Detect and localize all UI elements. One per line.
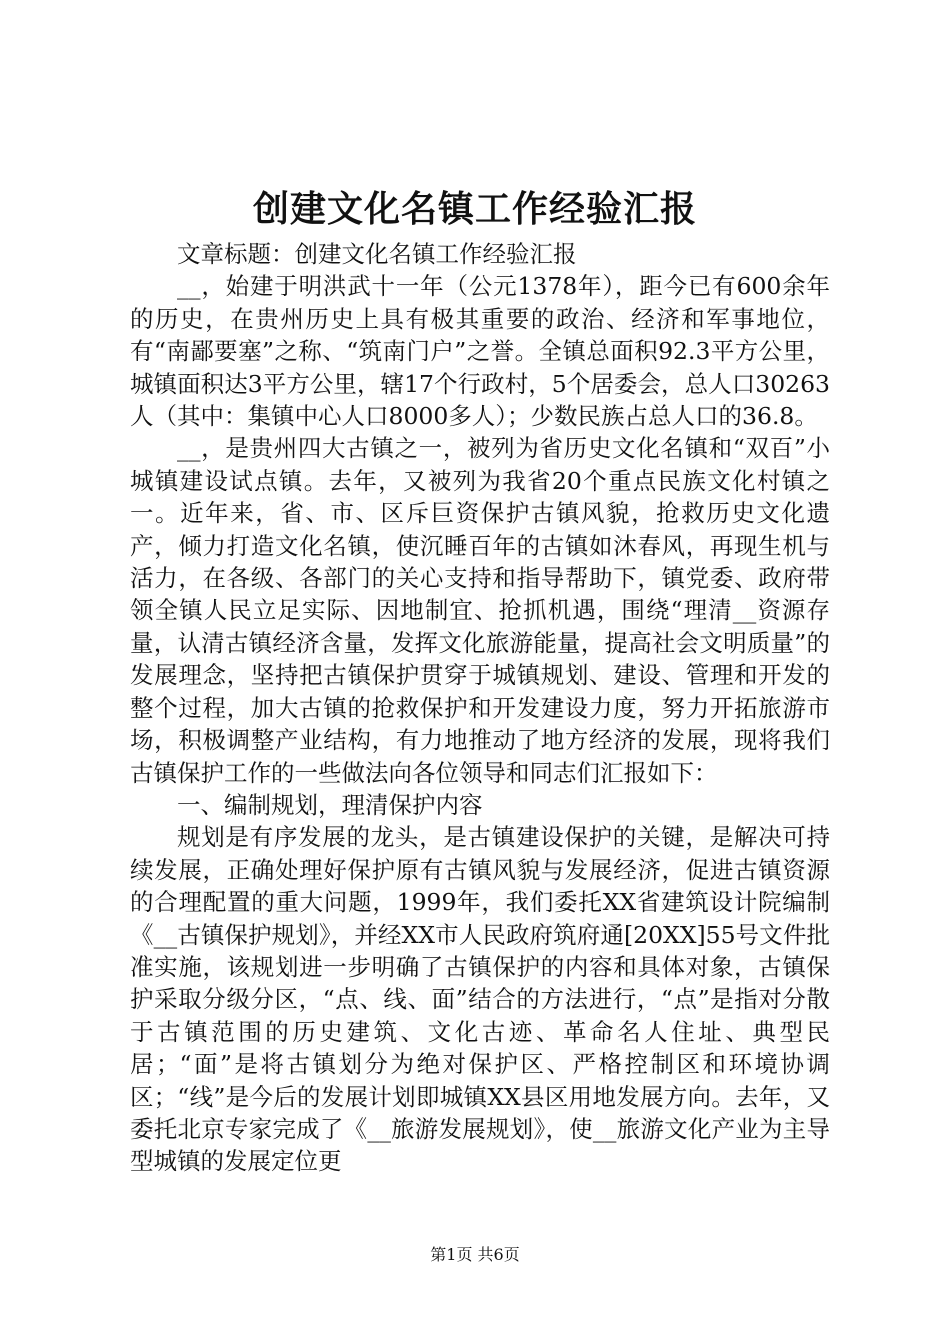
document-title: 创建文化名镇工作经验汇报 [252,188,697,230]
document-body [130,238,830,1178]
paragraph-overview: __，是贵州四大古镇之一，被列为省历史文化名镇和“双百”小城镇建设试点镇。去年，又被列为我省20个重点民族文化村镇之一。近年来，省、市、区斥巨资保护古镇风貌，抢救历史文化遗产，倾力打造文化名镇，使沉睡百年的古镇如沐春风，再现生机与活力，在各级、各部门的关心支持和指导帮助下，镇党委、政府带领全镇人民立足实际、因地制宜、抢抓机遇，围绕“理清__资源存量，认清古镇经济含量，发挥文化旅游能量，提高社会文明质量”的发展理念，坚持把古镇保护贯穿于城镇规划、建设、管理和开发的整个过程，加大古镇的抢救保护和开发建设力度，努力开拓旅游市场，积极调整产业结构，有力地推动了地方经济的发展，现将我们古镇保护工作的一些做法向各位领导和同志们汇报如下： [130,434,830,787]
section-heading-planning: 一、编制规划，理清保护内容 [177,790,483,819]
paragraph-article-title: 文章标题：创建文化名镇工作经验汇报 [177,240,577,268]
page-footer: 第1页 共6页 [430,1245,520,1264]
paragraph-planning: 规划是有序发展的龙头，是古镇建设保护的关键，是解决可持续发展，正确处理好保护原有古镇风貌与发展经济，促进古镇资源的合理配置的重大问题，1999年，我们委托XX省建筑设计院编制《__古镇保护规划》，并经XX市人民政府筑府通[20XX]55号文件批准实施，该规划进一步明确了古镇保护的内容和具体对象，古镇保护采取分级分区，“点、线、面”结合的方法进行，“点”是指对分散于古镇范围的历史建筑、文化古迹、革命名人住址、典型民居；“面”是将古镇划分为绝对保护区、严格控制区和环境协调区；“线”是今后的发展计划即城镇XX县区用地发展方向。去年，又委托北京专家完成了《__旅游发展规划》，使__旅游文化产业为主导型城镇的发展定位更 [130,823,830,1176]
paragraph-history: __，始建于明洪武十一年（公元1378年），距今已有600余年的历史，在贵州历史上具有极其重要的政治、经济和军事地位，有“南鄙要塞”之称、“筑南门户”之誉。全镇总面积92.3平方公里，城镇面积达3平方公里，辖17个行政村，5个居委会，总人口30263人（其中：集镇中心人口8000多人）；少数民族占总人口的36.8。 [130,272,830,431]
